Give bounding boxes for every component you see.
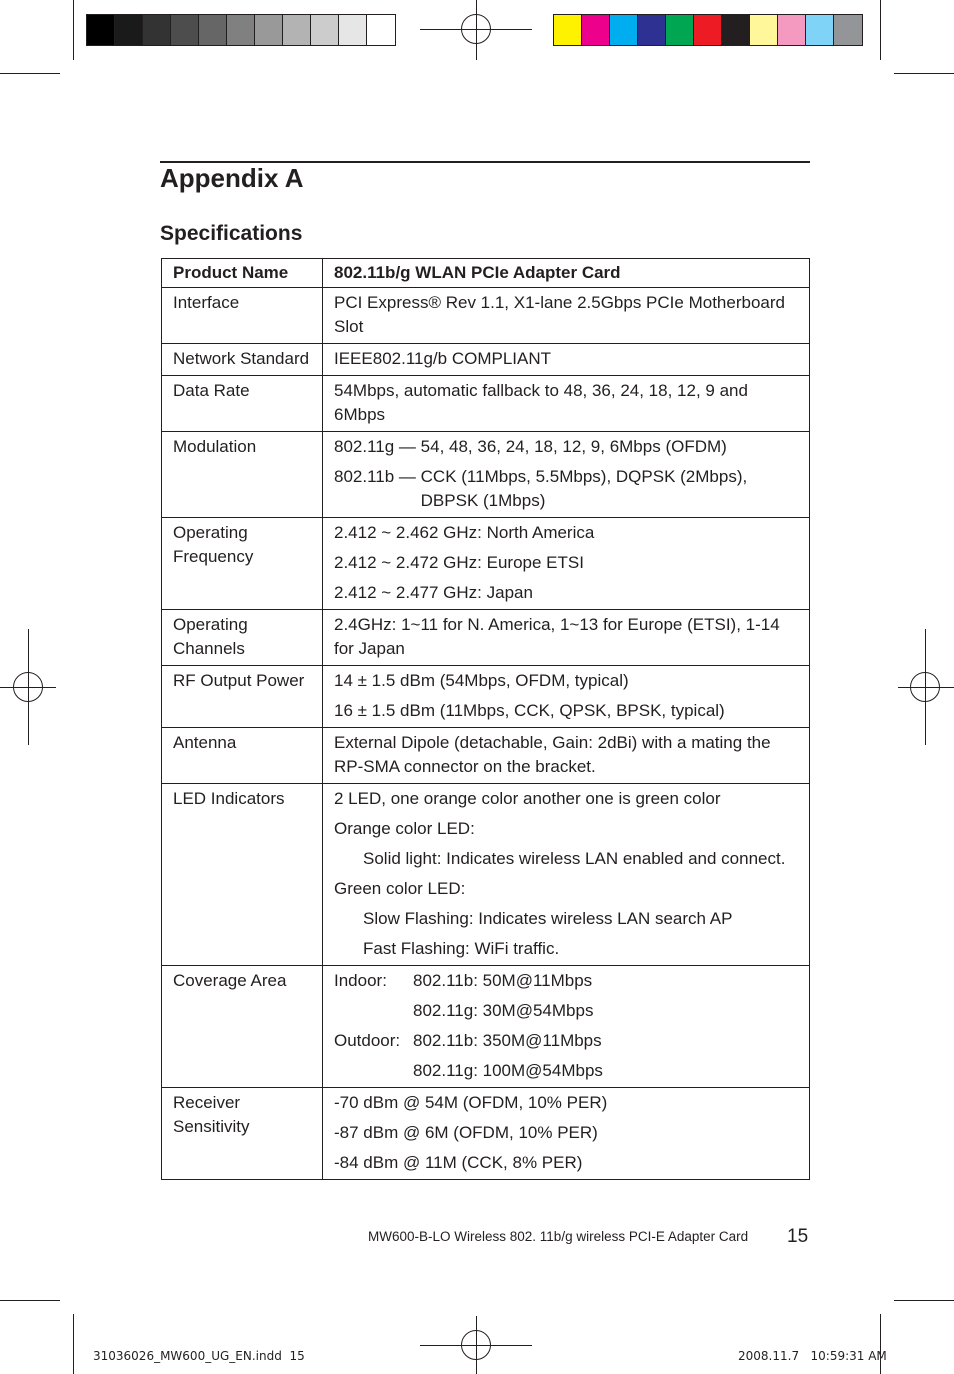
- led-green-fast: Fast Flashing: WiFi traffic.: [363, 939, 560, 958]
- specifications-table: [161, 258, 810, 1180]
- crop-mark: [73, 0, 74, 60]
- coverage-key: Outdoor:: [334, 1031, 401, 1050]
- color-swatch: [115, 15, 143, 45]
- modulation-g: [334, 435, 799, 459]
- modulation-key: 802.11b —: [334, 467, 416, 486]
- color-swatch: [554, 15, 582, 45]
- table-row: [162, 1088, 810, 1180]
- page-title: Appendix A: [160, 163, 304, 193]
- color-swatch: [806, 15, 834, 45]
- color-swatch: [750, 15, 778, 45]
- table-row: [162, 518, 810, 610]
- footer-product-name: MW600-B-LO Wireless 802. 11b/g wireless PCI-E Adapter Card: [368, 1229, 749, 1244]
- table-row: [162, 344, 810, 376]
- spec-value: [323, 518, 810, 610]
- sensitivity-line: -87 dBm @ 6M (OFDM, 10% PER): [334, 1123, 598, 1142]
- color-swatch: [834, 15, 862, 45]
- coverage-line: [334, 999, 799, 1023]
- spec-value: 54Mbps, automatic fallback to 48, 36, 24, 18, 12, 9 and 6Mbps: [323, 376, 810, 432]
- registration-circle: [461, 14, 491, 44]
- color-swatch: [694, 15, 722, 45]
- coverage-key-spacer: [334, 1059, 413, 1083]
- crop-mark: [880, 0, 881, 60]
- spec-label: Network Standard: [162, 344, 323, 376]
- color-swatch: [87, 15, 115, 45]
- modulation-value: 54, 48, 36, 24, 18, 12, 9, 6Mbps (OFDM): [420, 437, 727, 456]
- table-row: [162, 610, 810, 666]
- page-number: 15: [787, 1226, 809, 1247]
- sensitivity-line: -70 dBm @ 54M (OFDM, 10% PER): [334, 1093, 608, 1112]
- coverage-value: 802.11b: 50M@11Mbps: [413, 971, 593, 990]
- spec-label: Coverage Area: [162, 966, 323, 1088]
- color-swatch: [143, 15, 171, 45]
- coverage-value: 802.11g: 30M@54Mbps: [413, 1001, 594, 1020]
- spec-label: Operating Channels: [162, 610, 323, 666]
- color-swatch: [367, 15, 395, 45]
- spec-label: Interface: [162, 288, 323, 344]
- coverage-key: Indoor:: [334, 971, 387, 990]
- slug-date: 2008.11.7 10:59:31 AM: [738, 1349, 887, 1363]
- coverage-line: [334, 969, 799, 993]
- table-row: [162, 432, 810, 518]
- spec-label: RF Output Power: [162, 666, 323, 728]
- spec-label: Receiver Sensitivity: [162, 1088, 323, 1180]
- spec-label: LED Indicators: [162, 784, 323, 966]
- table-row: [162, 966, 810, 1088]
- table-row: [162, 666, 810, 728]
- modulation-b: [334, 465, 799, 513]
- registration-circle: [13, 672, 43, 702]
- led-orange-heading: Orange color LED:: [334, 819, 475, 838]
- section-heading: Specifications: [160, 222, 303, 245]
- color-swatch: [171, 15, 199, 45]
- table-row: [162, 288, 810, 344]
- coverage-value: 802.11g: 100M@54Mbps: [413, 1061, 603, 1080]
- rf-power-line: 16 ± 1.5 dBm (11Mbps, CCK, QPSK, BPSK, typical): [334, 701, 725, 720]
- spec-value: [323, 1088, 810, 1180]
- color-swatch: [227, 15, 255, 45]
- color-swatch: [722, 15, 750, 45]
- color-swatch: [666, 15, 694, 45]
- color-swatch: [283, 15, 311, 45]
- spec-label: Data Rate: [162, 376, 323, 432]
- coverage-key-spacer: [334, 999, 413, 1023]
- coverage-value: 802.11b: 350M@11Mbps: [413, 1031, 602, 1050]
- frequency-line: 2.412 ~ 2.462 GHz: North America: [334, 523, 595, 542]
- led-orange-solid: Solid light: Indicates wireless LAN enabled and connect.: [363, 849, 786, 868]
- crop-mark: [0, 1300, 60, 1301]
- grayscale-bar: [86, 14, 396, 46]
- frequency-line: 2.412 ~ 2.472 GHz: Europe ETSI: [334, 553, 584, 572]
- color-swatch: [339, 15, 367, 45]
- color-swatch: [610, 15, 638, 45]
- spec-value: [323, 966, 810, 1088]
- spec-value: 2.4GHz: 1~11 for N. America, 1~13 for Europe (ETSI), 1-14 for Japan: [323, 610, 810, 666]
- modulation-value: CCK (11Mbps, 5.5Mbps), DQPSK (2Mbps), DBPSK (1Mbps): [420, 467, 748, 510]
- registration-circle: [910, 672, 940, 702]
- modulation-key: 802.11g —: [334, 437, 416, 456]
- rf-power-line: 14 ± 1.5 dBm (54Mbps, OFDM, typical): [334, 671, 629, 690]
- spec-value: 802.11b/g WLAN PCIe Adapter Card: [323, 259, 810, 288]
- led-green-heading: Green color LED:: [334, 879, 466, 898]
- color-bar: [553, 14, 863, 46]
- slug-file-info: 31036026_MW600_UG_EN.indd 15: [93, 1349, 305, 1363]
- table-row: [162, 376, 810, 432]
- color-swatch: [199, 15, 227, 45]
- crop-mark: [0, 73, 60, 74]
- color-swatch: [778, 15, 806, 45]
- table-row: [162, 259, 810, 288]
- spec-label: Modulation: [162, 432, 323, 518]
- led-green-slow: Slow Flashing: Indicates wireless LAN search AP: [363, 909, 733, 928]
- color-swatch: [311, 15, 339, 45]
- coverage-line: [334, 1059, 799, 1083]
- color-swatch: [582, 15, 610, 45]
- color-swatch: [638, 15, 666, 45]
- registration-circle: [461, 1330, 491, 1360]
- crop-mark: [880, 1314, 881, 1374]
- crop-mark: [894, 73, 954, 74]
- table-row: [162, 784, 810, 966]
- spec-value: [323, 432, 810, 518]
- spec-value: [323, 666, 810, 728]
- spec-label: Operating Frequency: [162, 518, 323, 610]
- sensitivity-line: -84 dBm @ 11M (CCK, 8% PER): [334, 1153, 583, 1172]
- spec-value: External Dipole (detachable, Gain: 2dBi) with a mating the RP-SMA connector on the bracket.: [323, 728, 810, 784]
- table-row: [162, 728, 810, 784]
- led-intro: 2 LED, one orange color another one is green color: [334, 789, 721, 808]
- spec-label: Antenna: [162, 728, 323, 784]
- crop-mark: [894, 1300, 954, 1301]
- crop-mark: [73, 1314, 74, 1374]
- color-swatch: [255, 15, 283, 45]
- spec-value: [323, 784, 810, 966]
- spec-value: PCI Express® Rev 1.1, X1-lane 2.5Gbps PCIe Motherboard Slot: [323, 288, 810, 344]
- coverage-line: [334, 1029, 799, 1053]
- frequency-line: 2.412 ~ 2.477 GHz: Japan: [334, 583, 533, 602]
- spec-label: Product Name: [162, 259, 323, 288]
- spec-value: IEEE802.11g/b COMPLIANT: [323, 344, 810, 376]
